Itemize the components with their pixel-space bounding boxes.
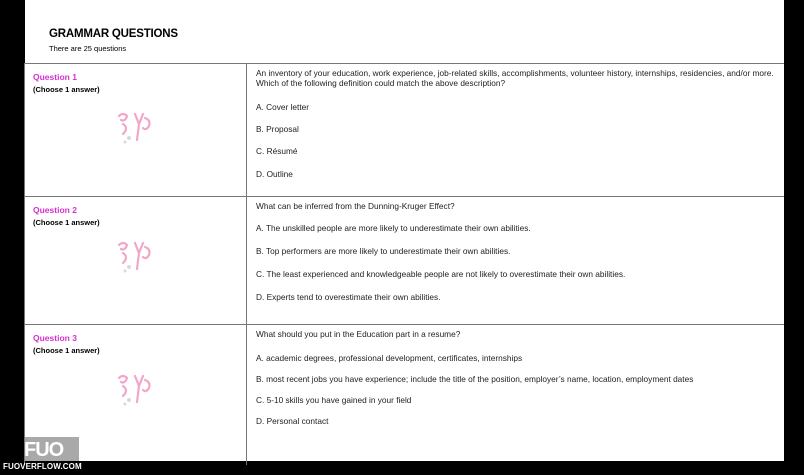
question-body-cell	[247, 64, 784, 196]
question-hint: (Choose 1 answer)	[33, 85, 100, 94]
answer-option-b[interactable]: B. Proposal	[256, 124, 299, 135]
question-label: Question 2	[33, 205, 77, 215]
answer-option-c[interactable]: C. 5-10 skills you have gained in your field	[256, 395, 412, 406]
question-row-2	[24, 197, 784, 325]
document-title: GRAMMAR QUESTIONS	[49, 28, 178, 40]
question-header-cell	[25, 64, 247, 196]
question-body-cell	[247, 325, 784, 465]
question-text: What should you put in the Education part in a resume?	[256, 329, 461, 339]
fpt-logo-icon	[113, 110, 155, 146]
answer-option-d[interactable]: D. Experts tend to overestimate their own abilities.	[256, 292, 441, 303]
question-text: An inventory of your education, work experience, job-related skills, accomplishments, volunteer history, internships, residencies, and/or more. Which of the following definition could match the above description?	[256, 68, 774, 89]
watermark-url: FUOVERFLOW.COM	[3, 462, 82, 471]
answer-option-a[interactable]: A. academic degrees, professional development, certificates, internships	[256, 353, 523, 364]
question-row-1	[24, 64, 784, 197]
answer-option-d[interactable]: D. Personal contact	[256, 416, 329, 427]
watermark-logo-text: FUO	[24, 439, 64, 461]
fpt-logo-icon	[113, 239, 155, 275]
answer-option-c[interactable]: C. The least experienced and knowledgeable people are not likely to overestimate their own abilities.	[256, 269, 626, 280]
question-text: What can be inferred from the Dunning-Kruger Effect?	[256, 201, 455, 211]
document-subtitle: There are 25 questions	[49, 44, 127, 53]
question-label: Question 1	[33, 72, 77, 82]
question-body-cell	[247, 197, 784, 324]
question-hint: (Choose 1 answer)	[33, 218, 100, 227]
answer-option-a[interactable]: A. The unskilled people are more likely to underestimate their own abilities.	[256, 223, 531, 234]
answer-option-b[interactable]: B. Top performers are more likely to underestimate their own abilities.	[256, 246, 511, 257]
answer-option-b[interactable]: B. most recent jobs you have experience; include the title of the position, employer’s name, location, employment dates	[256, 374, 694, 385]
answer-option-d[interactable]: D. Outline	[256, 168, 293, 179]
question-label: Question 3	[33, 333, 77, 343]
question-hint: (Choose 1 answer)	[33, 346, 100, 355]
questions-table	[24, 63, 784, 465]
question-header-cell	[25, 197, 247, 324]
fpt-logo-icon	[113, 372, 155, 408]
question-row-3	[24, 325, 784, 465]
answer-option-c[interactable]: C. Résumé	[256, 146, 298, 157]
answer-option-a[interactable]: A. Cover letter	[256, 102, 310, 113]
